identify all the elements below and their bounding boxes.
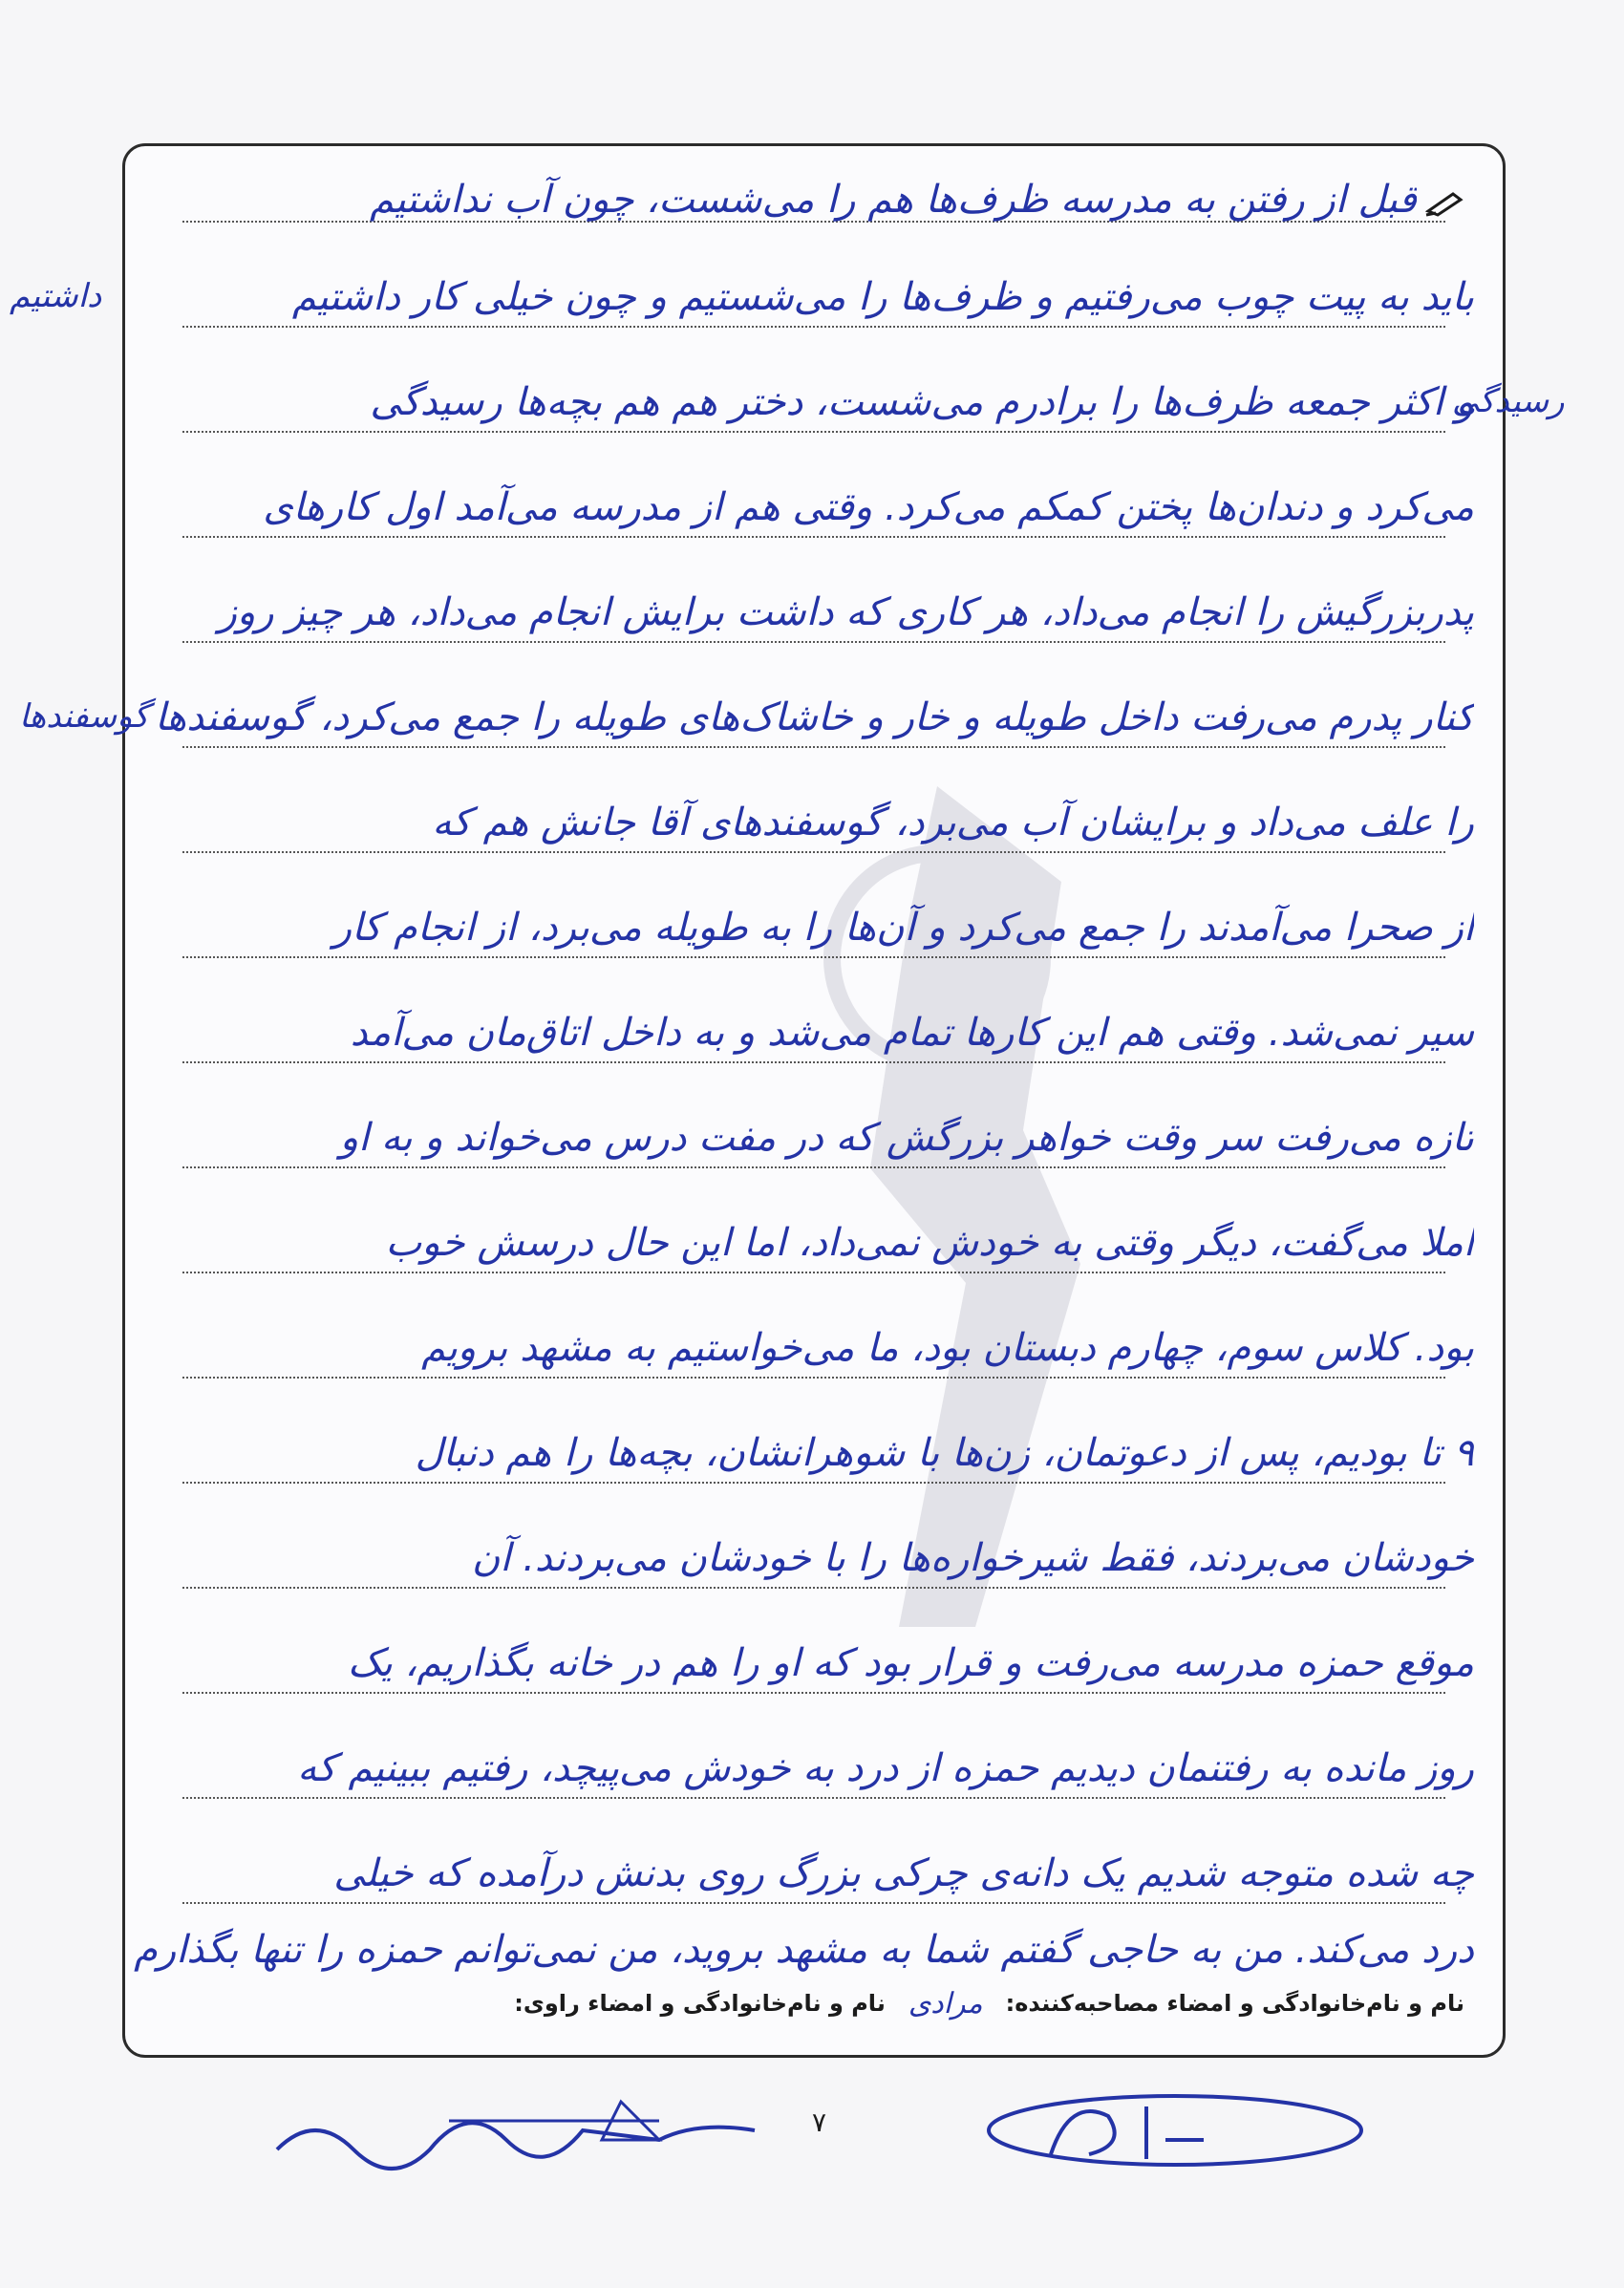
handwritten-line: درد می‌کند. من به حاجی گفتم شما به مشهد بروید، من نمی‌توانم حمزه را تنها بگذارم [134,1928,1474,1972]
ruled-line [182,956,1445,958]
ruled-line [182,746,1445,748]
margin-note: گوسفندها [19,697,149,736]
ruled-line [182,641,1445,643]
handwritten-line: ۹ تا بودیم، پس از دعوتمان، زن‌ها با شوهرانشان، بچه‌ها را هم دنبال [415,1431,1474,1475]
ruled-line [182,1587,1445,1589]
handwritten-line: باید به پیت چوب می‌رفتیم و ظرف‌ها را می‌شستیم و چون خیلی کار داشتیم [291,275,1474,319]
ruled-line [182,1272,1445,1273]
ruled-line [182,1797,1445,1799]
ruled-line [182,1061,1445,1063]
pen-icon [1424,188,1466,217]
handwritten-line: روز مانده به رفتنمان دیدیم حمزه از درد به خودش می‌پیچد، رفتیم ببینیم که [297,1746,1474,1790]
handwritten-line: کنار پدرم می‌رفت داخل طویله و خار و خاشاک‌های طویله را جمع می‌کرد، گوسفندها [154,695,1474,739]
handwritten-line: بود. کلاس سوم، چهارم دبستان بود، ما می‌خواستیم به مشهد برویم [421,1326,1474,1370]
handwritten-line: املا می‌گفت، دیگر وقتی به خودش نمی‌داد، اما این حال درسش خوب [385,1221,1474,1265]
handwritten-line: سیر نمی‌شد. وقتی هم این کارها تمام می‌شد و به داخل اتاق‌مان می‌آمد [350,1011,1474,1055]
handwritten-line: خودشان می‌بردند، فقط شیرخواره‌ها را با خودشان می‌بردند. آن [471,1536,1474,1580]
handwritten-line: و اکثر جمعه ظرف‌ها را برادرم می‌شست، دختر هم هم بچه‌ها رسیدگی [370,380,1474,424]
watermark-emblem-icon [756,767,1119,1627]
ruled-line [182,326,1445,328]
interviewer-label: نام و نام‌خانوادگی و امضاء مصاحبه‌کننده: [1005,1990,1464,2017]
handwritten-line: چه شده متوجه شدیم یک دانه‌ی چرکی بزرگ روی بدنش درآمده که خیلی [333,1851,1474,1895]
handwritten-line: را علف می‌داد و برایشان آب می‌برد، گوسفندهای آقا جانش هم که [432,801,1474,845]
page-number: ۷ [812,2106,827,2138]
signature-right-icon [974,2087,1376,2173]
handwritten-line: می‌کرد و دندان‌ها پختن کمکم می‌کرد. وقتی هم از مدرسه می‌آمد اول کارهای [263,485,1474,529]
handwritten-line: از صحرا می‌آمدند را جمع می‌کرد و آن‌ها را به طویله می‌برد، از انجام کار [332,906,1474,950]
ruled-line [182,1692,1445,1694]
ruled-line [182,1902,1445,1904]
ruled-line [182,431,1445,433]
handwritten-line: تازه می‌رفت سر وقت خواهر بزرگش که در مفت درس می‌خواند و به او [339,1116,1474,1160]
handwritten-line: پدربزرگیش را انجام می‌داد، هر کاری که داشت برایش انجام می‌داد، هر چیز روز [218,590,1474,634]
interviewer-name: مرادی [908,1986,983,2021]
margin-note: رسیدگی [1452,382,1565,420]
handwritten-line: قبل از رفتن به مدرسه ظرف‌ها هم را می‌شست، چون آب نداشتیم [369,178,1417,222]
interview-page-frame [122,143,1506,2058]
ruled-line [182,851,1445,853]
ruled-line [182,1377,1445,1379]
signature-left-icon [258,2083,793,2188]
ruled-line [182,1482,1445,1484]
ruled-line [182,1166,1445,1168]
margin-note: داشتیم [10,277,102,315]
ruled-line [182,536,1445,538]
handwritten-line: موقع حمزه مدرسه می‌رفت و قرار بود که او را هم در خانه بگذاریم، یک [347,1641,1474,1685]
footer-signature-labels [163,1977,1464,2030]
narrator-label: نام و نام‌خانوادگی و امضاء راوی: [514,1990,886,2017]
